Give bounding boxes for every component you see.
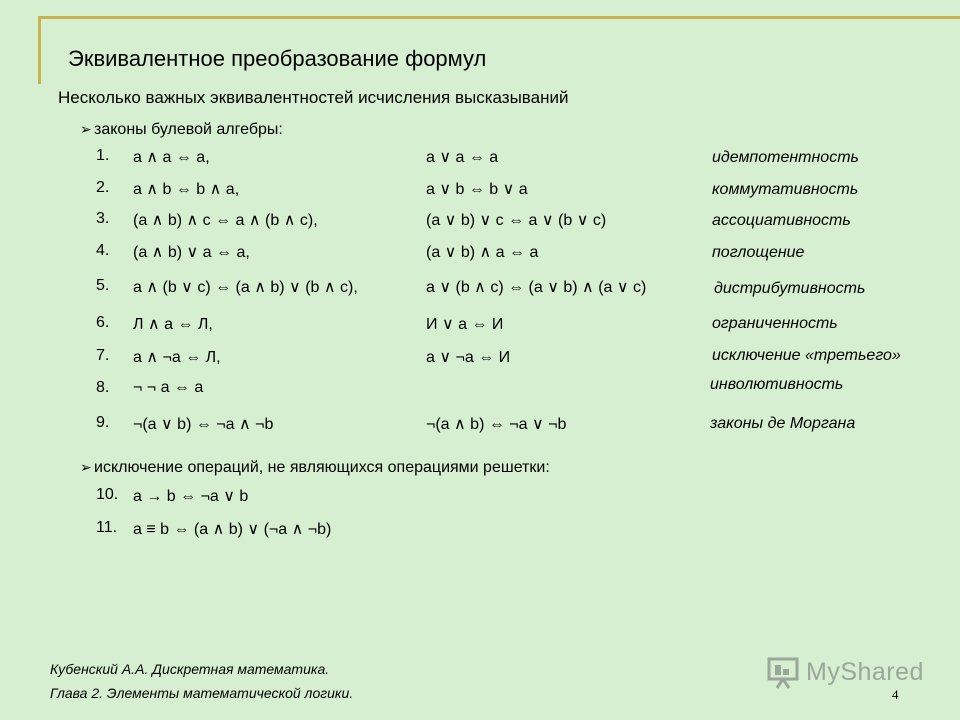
site-logo <box>766 656 926 690</box>
law-formula-disjunction: (a ∨ b) ∧ a ⇔ a <box>426 244 539 261</box>
elimination-row-10 <box>0 486 960 508</box>
slide-subtitle: Несколько важных эквивалентностей исчисления высказываний <box>58 88 569 107</box>
law-formula-conjunction: a ∧ (b ∨ c) ⇔ (a ∧ b) ∨ (b ∧ c), <box>133 279 358 296</box>
law-number: 5. <box>96 277 110 294</box>
law-number: 10. <box>96 486 119 503</box>
law-row-8 <box>0 376 960 401</box>
law-number: 9. <box>96 414 110 431</box>
law-row-1 <box>0 147 960 169</box>
decor-horizontal-line <box>38 16 960 19</box>
law-formula-disjunction: a ∨ a ⇔ a <box>426 149 499 166</box>
law-formula-disjunction: a ∨ b ⇔ b ∨ a <box>426 181 528 198</box>
decor-vertical-line <box>38 16 41 84</box>
law-number: 4. <box>96 242 110 259</box>
law-number: 1. <box>96 147 110 164</box>
elimination-formula: a → b ⇔ ¬a ∨ b <box>133 488 249 505</box>
law-formula-conjunction: Л ∧ a ⇔ Л, <box>133 316 213 333</box>
law-row-7 <box>0 347 960 369</box>
law-name: идемпотентность <box>712 149 859 166</box>
law-formula-disjunction: И ∨ a ⇔ И <box>426 316 504 333</box>
law-number: 2. <box>96 179 110 196</box>
law-formula-conjunction: (a ∧ b) ∧ c ⇔ a ∧ (b ∧ c), <box>133 212 318 229</box>
law-number: 11. <box>96 519 118 536</box>
law-row-9 <box>0 414 960 436</box>
law-number: 8. <box>96 379 110 396</box>
elimination-row-11 <box>0 519 960 541</box>
logo-wordmark: MyShared <box>806 658 924 686</box>
law-name: законы де Моргана <box>710 415 856 432</box>
slide-title: Эквивалентное преобразование формул <box>68 46 487 71</box>
law-name: коммутативность <box>712 181 859 198</box>
law-formula-disjunction: a ∨ ¬a ⇔ И <box>426 349 511 366</box>
section-boolean-laws <box>80 121 283 139</box>
section-operation-elimination <box>80 459 550 477</box>
elimination-formula: a ≡ b ⇔ (a ∧ b) ∨ (¬a ∧ ¬b) <box>133 521 332 538</box>
arrow-bullet-icon: ➢ <box>80 459 92 475</box>
law-name: инволютивность <box>710 376 844 393</box>
law-formula-disjunction: (a ∨ b) ∨ c ⇔ a ∨ (b ∨ c) <box>426 212 607 229</box>
footer-author: Кубенский А.А. Дискретная математика. <box>50 661 330 677</box>
footer-chapter: Глава 2. Элементы математической логики. <box>50 685 354 701</box>
section-heading: исключение операций, не являющихся операциями решетки: <box>94 459 550 476</box>
law-formula-conjunction: (a ∧ b) ∨ a ⇔ a, <box>133 244 250 261</box>
law-formula-conjunction: a ∧ b ⇔ b ∧ a, <box>133 181 240 198</box>
law-name: исключение «третьего» <box>712 347 901 364</box>
law-name: ассоциативность <box>712 212 851 229</box>
law-number: 3. <box>96 210 110 227</box>
law-row-2 <box>0 179 960 201</box>
law-formula-conjunction: ¬(a ∨ b) ⇔ ¬a ∧ ¬b <box>133 416 274 433</box>
page-number: 4 <box>892 687 899 702</box>
law-number: 7. <box>96 347 110 364</box>
section-heading: законы булевой алгебры: <box>94 121 283 138</box>
law-name: ограниченность <box>712 315 838 332</box>
law-row-5 <box>0 277 960 299</box>
law-row-3 <box>0 210 960 232</box>
law-formula-conjunction: a ∧ ¬a ⇔ Л, <box>133 349 221 366</box>
law-formula-disjunction: ¬(a ∧ b) ⇔ ¬a ∨ ¬b <box>426 416 567 433</box>
law-formula-conjunction: ¬ ¬ a ⇔ a <box>133 379 204 396</box>
arrow-bullet-icon: ➢ <box>80 121 92 137</box>
law-formula-conjunction: a ∧ a ⇔ a, <box>133 149 210 166</box>
law-row-6 <box>0 314 960 336</box>
law-formula-disjunction: a ∨ (b ∧ c) ⇔ (a ∨ b) ∧ (a ∨ c) <box>426 279 647 296</box>
law-row-4 <box>0 242 960 264</box>
presentation-icon <box>766 656 802 690</box>
law-name: дистрибутивность <box>714 280 866 297</box>
law-number: 6. <box>96 314 110 331</box>
law-name: поглощение <box>712 244 805 261</box>
